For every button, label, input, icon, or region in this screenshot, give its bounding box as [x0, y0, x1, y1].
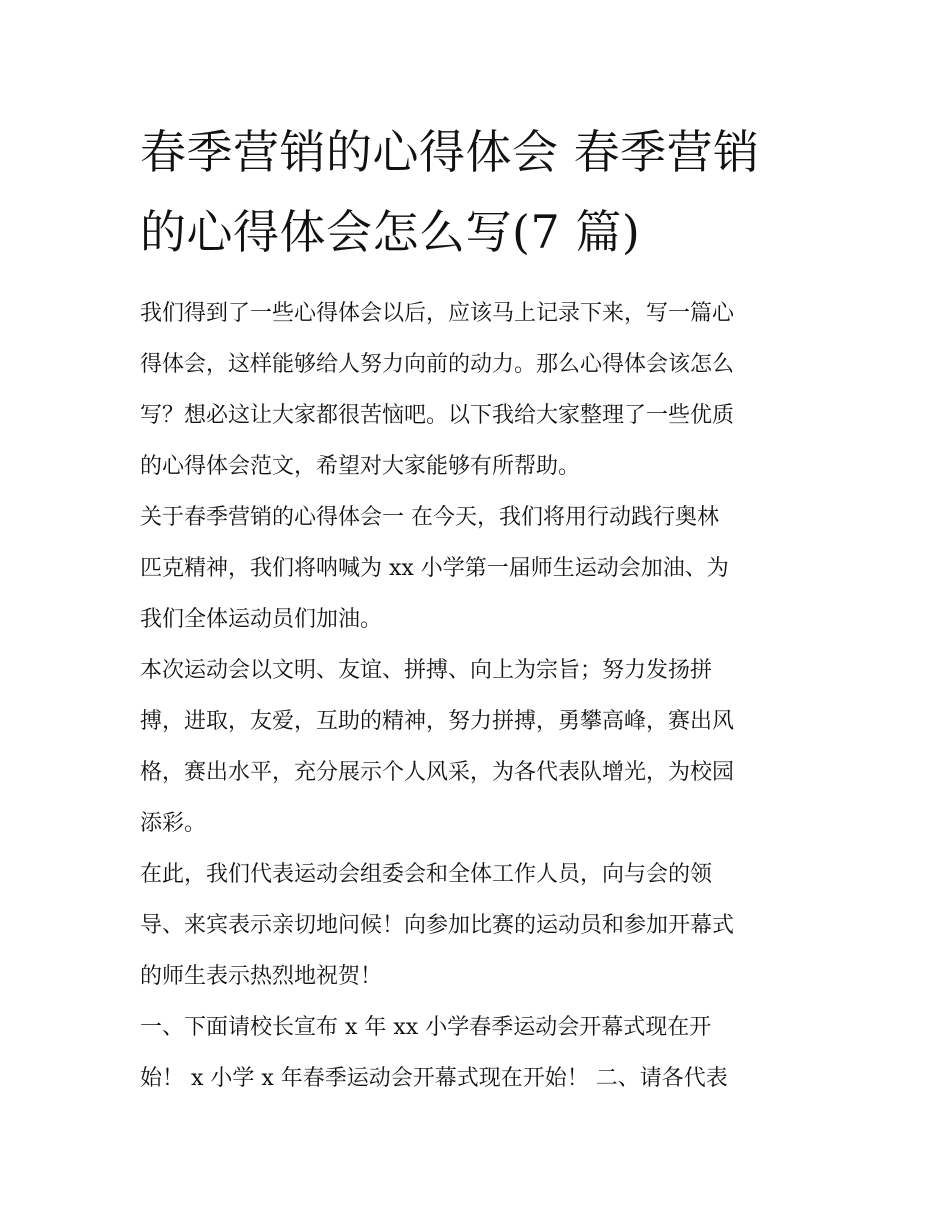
paragraph-purpose [140, 645, 812, 849]
text-line: 的心得体会范文，希望对大家能够有所帮助。 [140, 454, 581, 479]
document-page [140, 112, 812, 1104]
paragraph-essay-one-opening [140, 492, 812, 645]
document-title [140, 112, 812, 272]
paragraph-opening-announcement [140, 1002, 812, 1104]
text-line: 添彩。 [140, 811, 207, 836]
text-line: 格，赛出水平，充分展示个人风采，为各代表队增光，为校园 [140, 760, 735, 785]
text-line: 在此，我们代表运动会组委会和全体工作人员，向与会的领 [140, 862, 713, 887]
text-line: 关于春季营销的心得体会一 在今天，我们将用行动践行奥林 [140, 505, 719, 530]
text-line: 写？想必这让大家都很苦恼吧。以下我给大家整理了一些优质 [140, 403, 735, 428]
title-line-1: 春季营销的心得体会 春季营销 [140, 125, 760, 179]
paragraph-intro [140, 288, 812, 492]
text-line: 匹克精神，我们将呐喊为 xx 小学第一届师生运动会加油、为 [140, 556, 729, 581]
text-line: 得体会，这样能够给人努力向前的动力。那么心得体会该怎么 [140, 352, 735, 377]
text-line: 我们全体运动员们加油。 [140, 607, 383, 632]
text-line: 始！ x 小学 x 年春季运动会开幕式现在开始！ 二、请各代表 [140, 1066, 728, 1091]
text-line: 的师生表示热烈地祝贺！ [140, 964, 383, 989]
text-line: 我们得到了一些心得体会以后，应该马上记录下来，写一篇心 [140, 301, 735, 326]
text-line: 搏，进取，友爱，互助的精神，努力拼搏，勇攀高峰，赛出风 [140, 709, 735, 734]
title-line-2: 的心得体会怎么写(7 篇) [140, 205, 641, 259]
text-line: 一、下面请校长宣布 x 年 xx 小学春季运动会开幕式现在开 [140, 1015, 712, 1040]
paragraph-greetings [140, 849, 812, 1002]
text-line: 本次运动会以文明、友谊、拼搏、向上为宗旨；努力发扬拼 [140, 658, 713, 683]
text-line: 导、来宾表示亲切地问候！向参加比赛的运动员和参加开幕式 [140, 913, 735, 938]
